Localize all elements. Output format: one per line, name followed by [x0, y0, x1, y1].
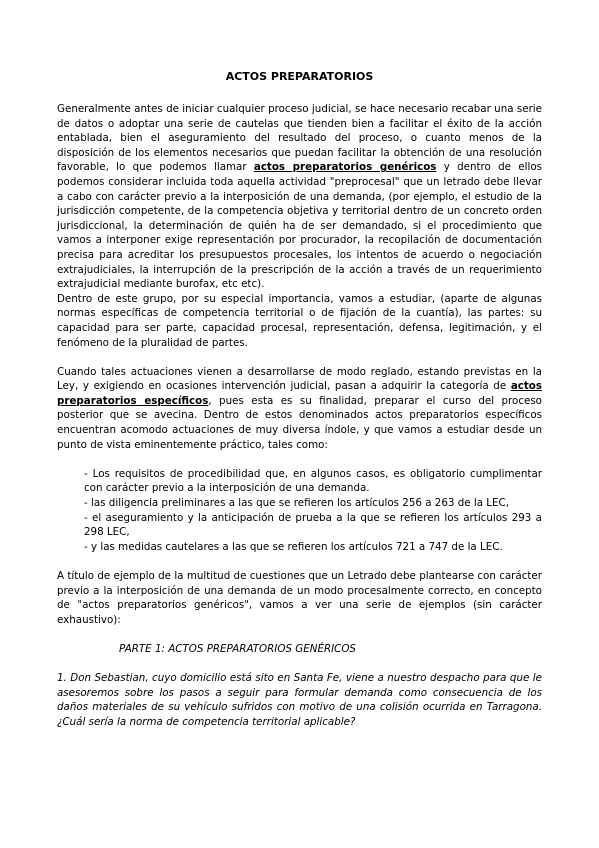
list-item: - el aseguramiento y la anticipación de prueba a la que se refieren los artículos 293 a 298 LEC,	[84, 511, 542, 539]
list-item: - Los requisitos de procedibilidad que, en algunos casos, es obligatorio cumplimentar con carácter previo a la interposición de una demanda.	[84, 467, 542, 495]
paragraph-spacer	[57, 554, 542, 569]
paragraph-specific-text-end: , pues esta es su finalidad, preparar el curso del proceso posterior que se avecina. Dentro de estos denominados actos preparatorios específicos encuentran acomodo actuaciones de muy diversa índole, y que vamos a estudiar desde un punto de vista eminentemente práctico, tales como:	[57, 394, 542, 451]
paragraph-intro	[57, 102, 542, 292]
list-item: - las diligencia preliminares a las que se refieren los artículos 256 a 263 de la LEC,	[84, 497, 510, 510]
paragraph-examples: A título de ejemplo de la multitud de cuestiones que un Letrado debe plantearse con carácter previo a la interposición de una demanda de un modo procesalmente correcto, en concepto de "actos preparatorios genéricos", vamos a ver una serie de ejemplos (sin carácter exhaustivo):	[57, 570, 542, 626]
paragraph-specific-text-start: Cuando tales actuaciones vienen a desarrollarse de modo reglado, estando previstas en la Ley, y exigiendo en ocasiones intervención judicial, pasan a adquirir la categoría de	[57, 365, 542, 393]
part-heading: PARTE 1: ACTOS PREPARATORIOS GENÉRICOS	[119, 642, 356, 655]
paragraph-group: Dentro de este grupo, por su especial importancia, vamos a estudiar, (aparte de algunas normas específicas de competencia territorial o de fijación de la cuantía), las partes: su capacidad para ser parte, capacidad procesal, representación, defensa, legitimación, y el fenómeno de la pluralidad de partes.	[57, 292, 542, 349]
specific-acts-highlight: actos preparatorios específicos	[57, 380, 542, 407]
paragraph-spacer	[57, 657, 542, 672]
paragraph-spacer	[57, 452, 542, 467]
specific-acts-list	[57, 467, 542, 555]
list-item: - y las medidas cautelares a las que se refieren los artículos 721 a 747 de la LEC.	[84, 540, 503, 553]
question-1: 1. Don Sebastian, cuyo domicilio está sito en Santa Fe, viene a nuestro despacho para que le asesoremos sobre los pasos a seguir para formular demanda como consecuencia de los daños materiales de su vehículo sufridos con motivo de una colisión ocurrida en Tarragona. ¿Cuál sería la norma de competencia territorial aplicable?	[57, 672, 542, 728]
paragraph-spacer	[57, 627, 542, 642]
generic-acts-highlight: actos preparatorios genéricos	[253, 161, 437, 174]
paragraph-spacer	[57, 350, 542, 365]
paragraph-intro-text-end: y dentro de ellos podemos considerar incluida toda aquella actividad "preprocesal" que un letrado debe llevar a cabo con carácter previo a la interposición de una demanda, (por ejemplo, el estudio de la jurisdicción competente, de la competencia objetiva y territorial dentro de un concreto orden jurisdiccional, la determinación de quién ha de ser demandado, si el procedimiento que vamos a interponer exige representación por procurador, la recopilación de documentación precisa para acreditar los presupuestos procesales, los intentos de acuerdo o negociación extrajudiciales, la interrupción de la prescripción de la acción a través de un requerimiento extrajudicial mediante burofax, etc etc).	[57, 161, 542, 291]
paragraph-specific-acts	[57, 365, 542, 453]
paragraph-intro-text-start: Generalmente antes de iniciar cualquier proceso judicial, se hace necesario recabar una serie de datos o adoptar una serie de cautelas que tienden bien a facilitar el éxito de la acción entablada, bien el aseguramiento del resultado del proceso, o cuanto menos de la disposición de los elementos necesarios que puedan facilitar la obtención de una resolución favorable, lo que podemos llamar	[57, 103, 542, 174]
document-title: ACTOS PREPARATORIOS	[225, 70, 374, 83]
